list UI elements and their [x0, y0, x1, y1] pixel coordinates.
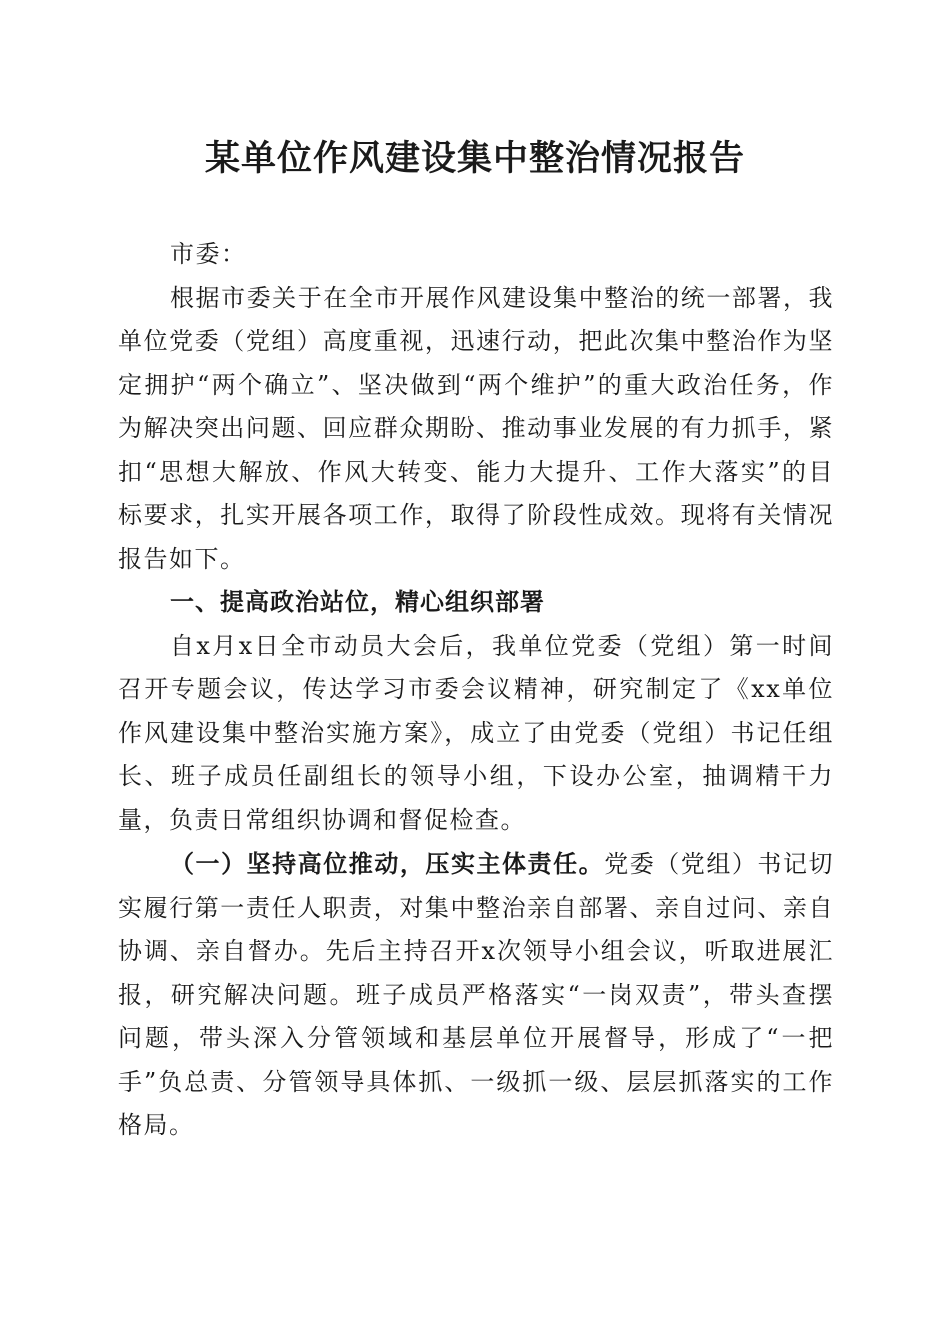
document-body — [118, 233, 834, 1148]
subsection-heading-1: （一）坚持高位推动，压实主体责任。 — [170, 849, 605, 878]
subsection-1-paragraph — [118, 842, 834, 1148]
document-title: 某单位作风建设集中整治情况报告 — [204, 138, 745, 179]
subsection-1-body: 党委（党组）书记切实履行第一责任人职责，对集中整治亲自部署、亲自过问、亲自协调、亲自督办。先后主持召开x次领导小组会议，听取进展汇报，研究解决问题。班子成员严格落实“一岗双责”，带头查摆问题，带头深入分管领域和基层单位开展督导，形成了“一把手”负总责、分管领导具体抓、一级抓一级、层层抓落实的工作格局。 — [118, 850, 835, 1139]
section-1-paragraph: 自x月x日全市动员大会后，我单位党委（党组）第一时间召开专题会议，传达学习市委会议精神，研究制定了《xx单位作风建设集中整治实施方案》，成立了由党委（党组）书记任组长、班子成员任副组长的领导小组，下设办公室，抽调精干力量，负责日常组织协调和督促检查。 — [118, 631, 834, 834]
intro-paragraph: 根据市委关于在全市开展作风建设集中整治的统一部署，我单位党委（党组）高度重视，迅速行动，把此次集中整治作为坚定拥护“两个确立”、坚决做到“两个维护”的重大政治任务，作为解决突出问题、回应群众期盼、推动事业发展的有力抓手，紧扣“思想大解放、作风大转变、能力大提升、工作大落实”的目标要求，扎实开展各项工作，取得了阶段性成效。现将有关情况报告如下。 — [118, 283, 834, 573]
salutation: 市委： — [170, 240, 247, 268]
section-heading-1: 一、提高政治站位，精心组织部署 — [170, 588, 545, 616]
